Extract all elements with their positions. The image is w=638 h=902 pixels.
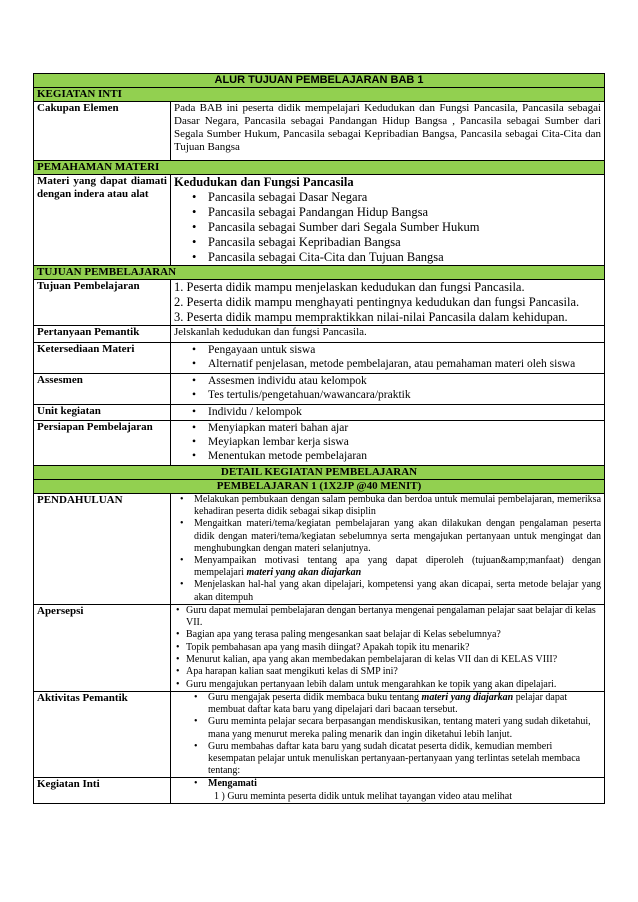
unit-content [171, 405, 605, 421]
assesmen-list [174, 374, 601, 402]
list-item: • Guru meminta pelajar secara berpasangan mendiskusikan, tentang materi yang sudah diketahui, mana yang menurut mereka paling menarik dan ingin diketahui lebih lanjut. [208, 716, 601, 740]
list-item: • Menentukan metode pembelajaran [208, 449, 601, 463]
pendahuluan-label: PENDAHULUAN [34, 494, 171, 605]
aktivitas-list [174, 692, 601, 777]
ketersediaan-content [171, 343, 605, 374]
list-item [208, 692, 601, 716]
list-item-text: pelajar dapat membuat daftar kata baru yang dipelajari dari bacaan tersebut. [208, 691, 568, 716]
list-item-text: Menyampaikan motivasi tentang apa yang dapat diperoleh (tujuan&amp;manfaat) dengan mempelajari [194, 555, 602, 579]
materi-list [174, 190, 601, 265]
cakupan-text: Pada BAB ini peserta didik mempelajari Kedudukan dan Fungsi Pancasila, Pancasila sebagai Dasar Negara, Pancasila sebagai Pandangan Hidup Bangsa , Pancasila sebagai Sumber dari Segala Sumber Hukum, Pancasila sebagai Kepribadian Bangsa, Pancasila sebagai Cita-Cita dan Tujuan Bangsa [171, 102, 605, 161]
emphasis-text: materi yang diajarkan [421, 691, 514, 703]
unit-label: Unit kegiatan [34, 405, 171, 421]
apersepsi-list [174, 605, 601, 691]
list-item: • Assesmen individu atau kelompok [208, 374, 601, 388]
materi-heading: Kedudukan dan Fungsi Pancasila [174, 175, 354, 189]
list-item: 2. Peserta didik mampu menghayati pentingnya kedudukan dan fungsi Pancasila. [174, 295, 580, 309]
list-item: • Individu / kelompok [208, 405, 601, 419]
emphasis-text: materi yang akan diajarkan [246, 567, 362, 579]
apersepsi-content [171, 604, 605, 691]
section-pemahaman-materi: PEMAHAMAN MATERI [34, 161, 605, 175]
list-item: • Mengaitkan materi/tema/kegiatan pembelajaran yang akan dilakukan dengan pengalaman peserta didik dengan materi/tema/kegiatan sebelumnya serta mengajukan pertanyaan untuk mengingat dan menghubungkan dengan materi selanjutnya. [194, 518, 601, 555]
list-item: • Guru membahas daftar kata baru yang sudah dicatat peserta didik, kemudian memberi kesempatan pelajar untuk menuliskan pertanyaan-pertanyaan yang terlintas setelah membaca tentang: [208, 741, 601, 778]
list-item: • Melakukan pembukaan dengan salam pembuka dan berdoa untuk memulai pembelajaran, memeriksa kehadiran peserta didik sebagai sikap disiplin [194, 494, 601, 518]
cakupan-label: Cakupan Elemen [34, 102, 171, 161]
apersepsi-label: Apersepsi [34, 604, 171, 691]
pertanyaan-label: Pertanyaan Pemantik [34, 326, 171, 343]
list-item: • Tes tertulis/pengetahuan/wawancara/praktik [208, 388, 601, 402]
section-detail-kegiatan: DETAIL KEGIATAN PEMBELAJARAN [34, 466, 605, 480]
list-item: • Pancasila sebagai Cita-Cita dan Tujuan Bangsa [208, 250, 601, 265]
assesmen-content [171, 374, 605, 405]
pendahuluan-list [174, 494, 601, 604]
aktivitas-label: Aktivitas Pemantik [34, 691, 171, 777]
list-item: 3. Peserta didik mampu mempraktikkan nilai-nilai Pancasila dalam kehidupan. [174, 310, 568, 324]
lesson-plan-table [33, 73, 605, 804]
kegiatan-inti-label: Kegiatan Inti [34, 778, 171, 803]
list-item: • Alternatif penjelasan, metode pembelajaran, atau pemahaman materi oleh siswa [208, 357, 601, 371]
list-item: • Apa harapan kalian saat mengikuti kelas di SMP ini? [186, 666, 601, 678]
kegiatan-inti-list [174, 778, 601, 790]
list-item [194, 555, 601, 579]
list-item: • Pancasila sebagai Dasar Negara [208, 190, 601, 205]
list-item: • Pengayaan untuk siswa [208, 343, 601, 357]
list-item: • Topik pembahasan apa yang masih diingat? Apakah topik itu menarik? [186, 642, 601, 654]
ketersediaan-label: Ketersediaan Materi [34, 343, 171, 374]
list-item: • Menyiapkan materi bahan ajar [208, 421, 601, 435]
document-title: ALUR TUJUAN PEMBELAJARAN BAB 1 [34, 74, 605, 88]
list-item: 1. Peserta didik mampu menjelaskan kedudukan dan fungsi Pancasila. [174, 280, 525, 294]
list-item: • Menurut kalian, apa yang akan membedakan pembelajaran di kelas VII dan di KELAS VIII? [186, 654, 601, 666]
list-item-text: Mengamati [208, 778, 257, 790]
list-item: • Pancasila sebagai Kepribadian Bangsa [208, 235, 601, 250]
tujuan-list [174, 280, 601, 325]
list-item-text: Guru mengajak peserta didik membaca buku tentang [208, 691, 420, 703]
sub-item: 1 ) Guru meminta peserta didik untuk melihat tayangan video atau melihat [214, 790, 512, 802]
list-item: • Menjelaskan hal-hal yang akan dipelajari, kompetensi yang akan dicapai, serta metode belajar yang akan ditempuh [194, 579, 601, 603]
aktivitas-content [171, 691, 605, 777]
persiapan-content [171, 421, 605, 466]
assesmen-label: Assesmen [34, 374, 171, 405]
ketersediaan-list [174, 343, 601, 371]
list-item: • Guru dapat memulai pembelajaran dengan bertanya mengenai pengalaman pelajar saat belajar di kelas VII. [186, 605, 601, 630]
persiapan-label: Persiapan Pembelajaran [34, 421, 171, 466]
list-item: • Pancasila sebagai Pandangan Hidup Bangsa [208, 205, 601, 220]
section-kegiatan-inti: KEGIATAN INTI [34, 88, 605, 102]
pertanyaan-text: Jelskanlah kedudukan dan fungsi Pancasila. [171, 326, 605, 343]
list-item: • Pancasila sebagai Sumber dari Segala Sumber Hukum [208, 220, 601, 235]
materi-label: Materi yang dapat diamati dengan indera atau alat [34, 175, 171, 266]
pendahuluan-content [171, 494, 605, 605]
list-item: • Guru mengajukan pertanyaan lebih dalam untuk mengarahkan ke topik yang akan dipelajari. [186, 679, 601, 691]
kegiatan-inti-content [171, 778, 605, 803]
tujuan-label: Tujuan Pembelajaran [34, 280, 171, 326]
tujuan-content [171, 280, 605, 326]
section-pembelajaran-1: PEMBELAJARAN 1 (1X2JP @40 MENIT) [34, 480, 605, 494]
section-tujuan-pembelajaran: TUJUAN PEMBELAJARAN [34, 266, 605, 280]
list-item: • Meyiapkan lembar kerja siswa [208, 435, 601, 449]
list-item: • Bagian apa yang terasa paling mengesankan saat belajar di Kelas sebelumnya? [186, 629, 601, 641]
list-item [208, 778, 601, 790]
materi-content [171, 175, 605, 266]
unit-list [174, 405, 601, 419]
persiapan-list [174, 421, 601, 463]
